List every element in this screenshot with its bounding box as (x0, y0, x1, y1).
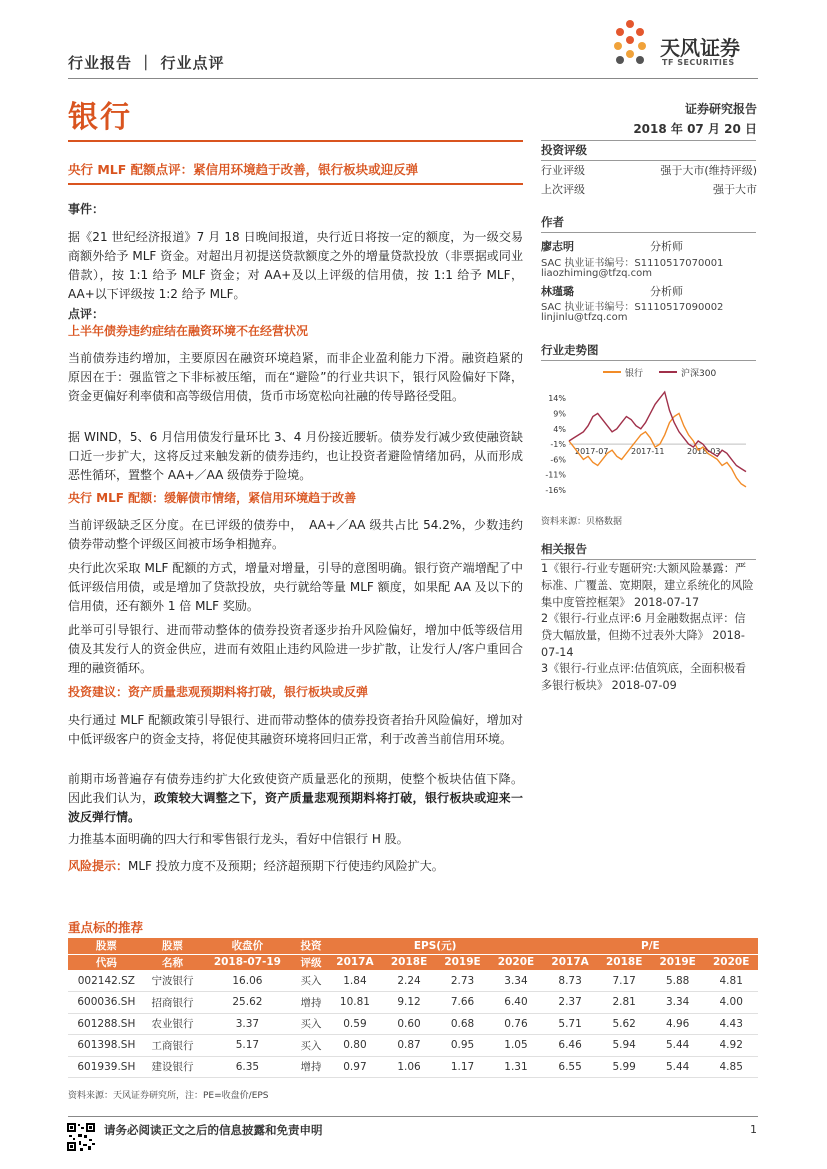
y-tick-label: -11% (545, 470, 566, 480)
table-row (68, 970, 758, 992)
chart-y-axis (545, 394, 566, 495)
legend-label-hs300: 沪深300 (681, 369, 717, 379)
related-heading: 相关报告 (541, 541, 756, 560)
trend-heading: 行业走势图 (541, 342, 756, 361)
brand-name-cn: 天风证券 (660, 36, 740, 60)
risk-paragraph (68, 857, 523, 876)
y-tick-label: -1% (550, 440, 566, 450)
table-cell: 1.06 (382, 1056, 435, 1078)
table-cell: 买入 (295, 1013, 328, 1035)
title-rule-top (68, 140, 523, 142)
col-header: 投资 (295, 938, 328, 954)
section-heading-3: 投资建议：资产质量悲观预期料将打破，银行板块或反弹 (68, 685, 369, 699)
related-report-item[interactable]: 2《银行-行业点评:6 月金融数据点评：信贷大幅放量，但拗不过表外大降》 2018-07-14 (541, 612, 746, 659)
table-row (68, 1056, 758, 1078)
risk-text: MLF 投放力度不及预期；经济超预期下行使违约风险扩大。 (128, 859, 444, 873)
stock-recommendation-table (68, 938, 758, 1078)
x-tick-label: 2018-03 (687, 447, 721, 457)
col-header: 2017A (543, 954, 598, 970)
table-cell: 8.73 (543, 970, 598, 992)
author-heading: 作者 (541, 214, 756, 233)
table-cell: 0.80 (328, 1035, 383, 1057)
table-cell: 买入 (295, 1035, 328, 1057)
table-header-row (68, 938, 758, 954)
rating-heading: 投资评级 (541, 142, 756, 161)
col-header: 2020E (704, 954, 758, 970)
table-cell: 6.55 (543, 1056, 598, 1078)
col-header: 2017A (328, 954, 383, 970)
paragraph-7-emphasis: 政策较大调整之下，资产质量悲观预期料将打破，银行板块或迎来一波反弹行情。 (68, 791, 523, 824)
table-cell: 9.12 (382, 992, 435, 1014)
disclaimer-notice: 请务必阅读正文之后的信息披露和免责申明 (104, 1123, 323, 1137)
table-cell: 7.66 (436, 992, 489, 1014)
table-row (68, 1035, 758, 1057)
table-cell: 5.99 (597, 1056, 650, 1078)
table-cell: 5.62 (597, 1013, 650, 1035)
related-report-item[interactable]: 3《银行-行业点评:估值筑底，全面积极看多银行板块》 2018-07-09 (541, 662, 747, 692)
y-tick-label: 14% (548, 394, 566, 404)
industry-rating-label: 行业评级 (541, 164, 585, 177)
table-cell: 0.95 (436, 1035, 489, 1057)
brand-logo (612, 18, 762, 78)
paragraph-1: 当前债券违约增加，主要原因在融资环境趋紧，而非企业盈利能力下滑。融资趋紧的原因在于：强监管之下非标被压缩，而在“避险”的行业共识下，银行风险偏好下降，资金更偏好利率债和高等级信用债，货币市场宽松向社融的传导路径受阻。 (68, 351, 523, 403)
table-cell: 0.60 (382, 1013, 435, 1035)
paragraph-5: 此举可引导银行、进而带动整体的债券投资者逐步抬升风险偏好，增加中低等级信用债及其发行人的资金供应，进而有效阻止违约风险进一步扩散，让发行人/客户重回合理的融资循环。 (68, 623, 523, 675)
report-title: 央行 MLF 配额点评：紧信用环境趋于改善，银行板块或迎反弹 (68, 162, 419, 177)
table-cell: 002142.SZ (68, 970, 145, 992)
author-email[interactable]: liaozhiming@tfzq.com (541, 268, 652, 279)
event-paragraph: 据《21 世纪经济报道》7 月 18 日晚间报道，央行近日将按一定的额度，为一级交易商额外给予 MLF 资金。对超出月初提送贷款额度之外的增量贷款投放（非票据或同业借款），按 1:1 给予 MLF 资金；对 AA+及以上评级的信用债，按 1:1 给予 MLF，AA+以下评级按 1:2 给予 MLF。 (68, 230, 523, 301)
qr-code-icon (66, 1122, 96, 1152)
y-tick-label: 4% (553, 424, 566, 434)
table-cell: 601288.SH (68, 1013, 145, 1035)
paragraph-7 (68, 770, 523, 827)
report-type-label: 行业报告 ｜ 行业点评 (68, 54, 225, 72)
last-rating-label: 上次评级 (541, 183, 585, 196)
table-cell: 0.97 (328, 1056, 383, 1078)
event-label: 事件： (68, 202, 105, 216)
author-role: 分析师 (650, 240, 683, 253)
author-role: 分析师 (650, 285, 683, 298)
col-header: 收盘价 (200, 938, 294, 954)
col-header: 评级 (295, 954, 328, 970)
table-cell: 601398.SH (68, 1035, 145, 1057)
table-cell: 0.68 (436, 1013, 489, 1035)
table-cell: 2.37 (543, 992, 598, 1014)
table-cell: 买入 (295, 970, 328, 992)
table-cell: 建设银行 (145, 1056, 201, 1078)
table-cell: 601939.SH (68, 1056, 145, 1078)
table-cell: 5.44 (651, 1035, 704, 1057)
col-header-eps: EPS(元) (328, 938, 543, 954)
col-header: 2018-07-19 (200, 954, 294, 970)
table-cell: 6.40 (489, 992, 542, 1014)
report-date: 2018 年 07 月 20 日 (633, 122, 757, 136)
table-cell: 4.43 (704, 1013, 758, 1035)
table-cell: 7.17 (597, 970, 650, 992)
table-cell: 增持 (295, 1056, 328, 1078)
col-header: 2018E (382, 954, 435, 970)
table-cell: 6.35 (200, 1056, 294, 1078)
footer-divider (68, 1116, 758, 1117)
table-cell: 4.00 (704, 992, 758, 1014)
table-cell: 3.37 (200, 1013, 294, 1035)
stock-table-title: 重点标的推荐 (68, 920, 144, 935)
table-cell: 5.17 (200, 1035, 294, 1057)
col-header: 股票 (68, 938, 145, 954)
col-header: 名称 (145, 954, 201, 970)
paragraph-8: 力推基本面明确的四大行和零售银行龙头，看好中信银行 H 股。 (68, 832, 409, 846)
author-name: 林瑾璐 (541, 285, 574, 298)
table-cell: 5.94 (597, 1035, 650, 1057)
table-cell: 4.81 (704, 970, 758, 992)
table-cell: 16.06 (200, 970, 294, 992)
chart-plot-area (569, 392, 746, 487)
col-header: 代码 (68, 954, 145, 970)
table-header-row (68, 954, 758, 970)
title-rule-bottom (68, 183, 523, 185)
y-tick-label: -16% (545, 486, 566, 495)
col-header: 股票 (145, 938, 201, 954)
table-cell: 600036.SH (68, 992, 145, 1014)
table-cell: 5.44 (651, 1056, 704, 1078)
section-heading-2: 央行 MLF 配额：缓解债市情绪，紧信用环境趋于改善 (68, 491, 357, 505)
sidebar-top-rule (541, 140, 756, 141)
header-divider (68, 78, 758, 79)
col-header: 2019E (651, 954, 704, 970)
col-header: 2018E (597, 954, 650, 970)
table-cell: 6.46 (543, 1035, 598, 1057)
table-cell: 25.62 (200, 992, 294, 1014)
y-tick-label: -6% (550, 455, 566, 465)
series-line-hs300 (569, 392, 746, 472)
table-cell: 2.24 (382, 970, 435, 992)
report-kind: 证券研究报告 (684, 102, 757, 116)
table-cell: 1.31 (489, 1056, 542, 1078)
risk-label: 风险提示： (68, 859, 129, 873)
col-header-pe: P/E (543, 938, 758, 954)
x-tick-label: 2017-11 (631, 447, 665, 457)
related-report-item[interactable]: 1《银行-行业专题研究:大额风险暴露：严标准、广覆盖、宽期限，建立系统化的风险集中度管控框架》 2018-07-17 (541, 562, 754, 609)
comment-label: 点评： (68, 307, 105, 321)
chart-source: 资料来源：贝格数据 (541, 517, 623, 527)
brand-name-en: TF SECURITIES (662, 58, 735, 67)
chart-legend (603, 367, 716, 379)
industry-rating-value: 强于大市(维持评级) (660, 164, 757, 177)
table-cell: 4.85 (704, 1056, 758, 1078)
table-cell: 0.59 (328, 1013, 383, 1035)
table-cell: 1.17 (436, 1056, 489, 1078)
y-tick-label: 9% (553, 409, 566, 419)
paragraph-6: 央行通过 MLF 配额政策引导银行、进而带动整体的债券投资者抬升风险偏好，增加对中低评级客户的资金支持，将促使其融资环境将回归正常，利于改善当前信用环境。 (68, 713, 523, 746)
table-cell: 增持 (295, 992, 328, 1014)
table-source: 资料来源：天风证券研究所，注：PE=收盘价/EPS (68, 1091, 269, 1101)
paragraph-4: 央行此次采取 MLF 配额的方式，增量对增量，引导的意图明确。银行资产端增配了中低评级信用债，或是增加了贷款投放，央行就给等量 MLF 额度，如果配 AA 及以下的信用债，还有额外 1 倍 MLF 奖励。 (68, 561, 523, 613)
paragraph-3: 当前评级缺乏区分度。在已评级的债券中， AA+／AA 级共占比 54.2%，少数违约债券带动整个评级区间被市场争相抛弃。 (68, 518, 523, 551)
table-cell: 4.96 (651, 1013, 704, 1035)
table-cell: 农业银行 (145, 1013, 201, 1035)
author-cert: SAC 执业证书编号：S1110517090002 (541, 302, 724, 313)
paragraph-7-lead: 前期市场普遍存有债券违约扩大化致使资产质量恶化的预期，使整个板块估值下降。因此我们认为， (68, 772, 523, 805)
industry-trend-chart (541, 362, 756, 497)
table-cell: 5.71 (543, 1013, 598, 1035)
paragraph-2: 据 WIND，5、6 月信用债发行量环比 3、4 月份接近腰斩。债券发行减少致使融资缺口近一步扩大，这将反过来触发新的债券违约，也让投资者避险情绪加码，从而形成恶性循环，置整个 AA+／AA 级债券于险境。 (68, 430, 523, 482)
table-cell: 4.92 (704, 1035, 758, 1057)
table-cell: 10.81 (328, 992, 383, 1014)
table-cell: 0.76 (489, 1013, 542, 1035)
author-name: 廖志明 (541, 240, 574, 253)
table-cell: 5.88 (651, 970, 704, 992)
author-cert: SAC 执业证书编号：S1110517070001 (541, 258, 724, 269)
legend-label-bank: 银行 (625, 369, 644, 379)
industry-title: 银行 (68, 100, 132, 135)
table-row (68, 1013, 758, 1035)
col-header: 2019E (436, 954, 489, 970)
section-heading-1: 上半年债券违约症结在融资环境不在经营状况 (68, 324, 309, 338)
last-rating-value: 强于大市 (713, 183, 757, 196)
table-cell: 宁波银行 (145, 970, 201, 992)
table-cell: 2.81 (597, 992, 650, 1014)
table-cell: 招商银行 (145, 992, 201, 1014)
x-tick-label: 2017-07 (575, 447, 609, 457)
table-cell: 3.34 (489, 970, 542, 992)
table-cell: 1.05 (489, 1035, 542, 1057)
table-cell: 1.84 (328, 970, 383, 992)
col-header: 2020E (489, 954, 542, 970)
table-cell: 2.73 (436, 970, 489, 992)
table-cell: 3.34 (651, 992, 704, 1014)
table-cell: 工商银行 (145, 1035, 201, 1057)
author-email[interactable]: linjinlu@tfzq.com (541, 312, 628, 323)
table-row (68, 992, 758, 1014)
table-cell: 0.87 (382, 1035, 435, 1057)
page-number: 1 (750, 1123, 757, 1136)
